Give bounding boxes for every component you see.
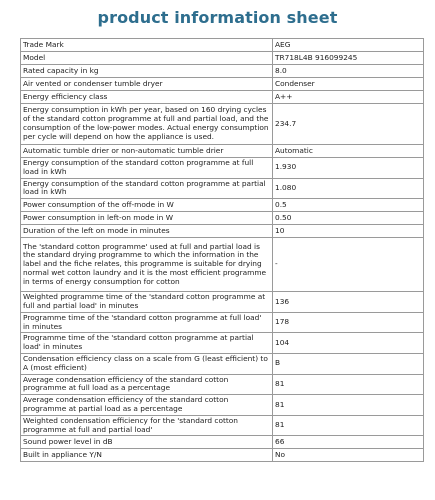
row-label: Built in appliance Y/N xyxy=(21,449,273,462)
row-value: 10 xyxy=(273,225,424,238)
table-row xyxy=(21,395,424,416)
table-row xyxy=(21,212,424,225)
row-value: 81 xyxy=(273,374,424,395)
table-row xyxy=(21,178,424,199)
table-row xyxy=(21,39,424,52)
row-value: 104 xyxy=(273,333,424,354)
table-row xyxy=(21,333,424,354)
row-value: 136 xyxy=(273,292,424,313)
row-value: 81 xyxy=(273,395,424,416)
row-value: B xyxy=(273,353,424,374)
row-value: 178 xyxy=(273,312,424,333)
row-label: Sound power level in dB xyxy=(21,436,273,449)
table-row xyxy=(21,353,424,374)
table-row xyxy=(21,199,424,212)
row-label: Condensation efficiency class on a scale from G (least efficient) to A (most efficient) xyxy=(21,353,273,374)
row-label: Average condensation efficiency of the standard cotton programme at partial load as a percentage xyxy=(21,395,273,416)
row-label: Automatic tumble drier or non-automatic tumble drier xyxy=(21,145,273,158)
table-row xyxy=(21,104,424,145)
row-value: Automatic xyxy=(273,145,424,158)
table-row xyxy=(21,91,424,104)
row-label: Weighted condensation efficiency for the 'standard cotton programme at full and partial load' xyxy=(21,415,273,436)
sheet-title: product information sheet xyxy=(97,8,338,27)
product-info-rows xyxy=(21,39,424,462)
row-label: Power consumption in left-on mode in W xyxy=(21,212,273,225)
row-label: Energy consumption of the standard cotton programme at partial load in kWh xyxy=(21,178,273,199)
row-value: A++ xyxy=(273,91,424,104)
row-value: 8.0 xyxy=(273,65,424,78)
table-row xyxy=(21,225,424,238)
row-value: 81 xyxy=(273,415,424,436)
row-value: 1.080 xyxy=(273,178,424,199)
row-value: No xyxy=(273,449,424,462)
row-label: Weighted programme time of the 'standard cotton programme at full and partial load' in minutes xyxy=(21,292,273,313)
table-row xyxy=(21,415,424,436)
row-value: 0.5 xyxy=(273,199,424,212)
table-row xyxy=(21,158,424,179)
row-label: Power consumption of the off-mode in W xyxy=(21,199,273,212)
row-label: Rated capacity in kg xyxy=(21,65,273,78)
row-value: - xyxy=(273,238,424,292)
row-label: Energy efficiency class xyxy=(21,91,273,104)
table-row xyxy=(21,238,424,292)
table-row xyxy=(21,312,424,333)
table-row xyxy=(21,65,424,78)
row-label: Energy consumption in kWh per year, based on 160 drying cycles of the standard cotton programme at full and partial load, and the consumption of the low-power modes. Actual energy consumption per cycle will depend on how the appliance is used. xyxy=(21,104,273,145)
row-label: Energy consumption of the standard cotton programme at full load in kWh xyxy=(21,158,273,179)
row-label: Programme time of the 'standard cotton programme at full load' in minutes xyxy=(21,312,273,333)
row-label: Air vented or condenser tumble dryer xyxy=(21,78,273,91)
row-label: Average condensation efficiency of the standard cotton programme at full load as a percentage xyxy=(21,374,273,395)
table-row xyxy=(21,449,424,462)
row-label: The 'standard cotton programme' used at full and partial load is the standard drying programme to which the information in the label and the fiche relates, this programme is suitable for drying normal wet cotton laundry and it is the most efficient programme in terms of energy consumption for cotton xyxy=(21,238,273,292)
row-value: Condenser xyxy=(273,78,424,91)
row-label: Trade Mark xyxy=(21,39,273,52)
row-label: Duration of the left on mode in minutes xyxy=(21,225,273,238)
row-value: 1.930 xyxy=(273,158,424,179)
row-value: TR718L4B 916099245 xyxy=(273,52,424,65)
table-row xyxy=(21,292,424,313)
table-row xyxy=(21,145,424,158)
table-row xyxy=(21,52,424,65)
row-value: 234.7 xyxy=(273,104,424,145)
table-row xyxy=(21,436,424,449)
row-label: Programme time of the 'standard cotton programme at partial load' in minutes xyxy=(21,333,273,354)
table-row xyxy=(21,374,424,395)
row-value: AEG xyxy=(273,39,424,52)
row-label: Model xyxy=(21,52,273,65)
row-value: 66 xyxy=(273,436,424,449)
row-value: 0.50 xyxy=(273,212,424,225)
product-info-table xyxy=(20,38,424,462)
table-row xyxy=(21,78,424,91)
